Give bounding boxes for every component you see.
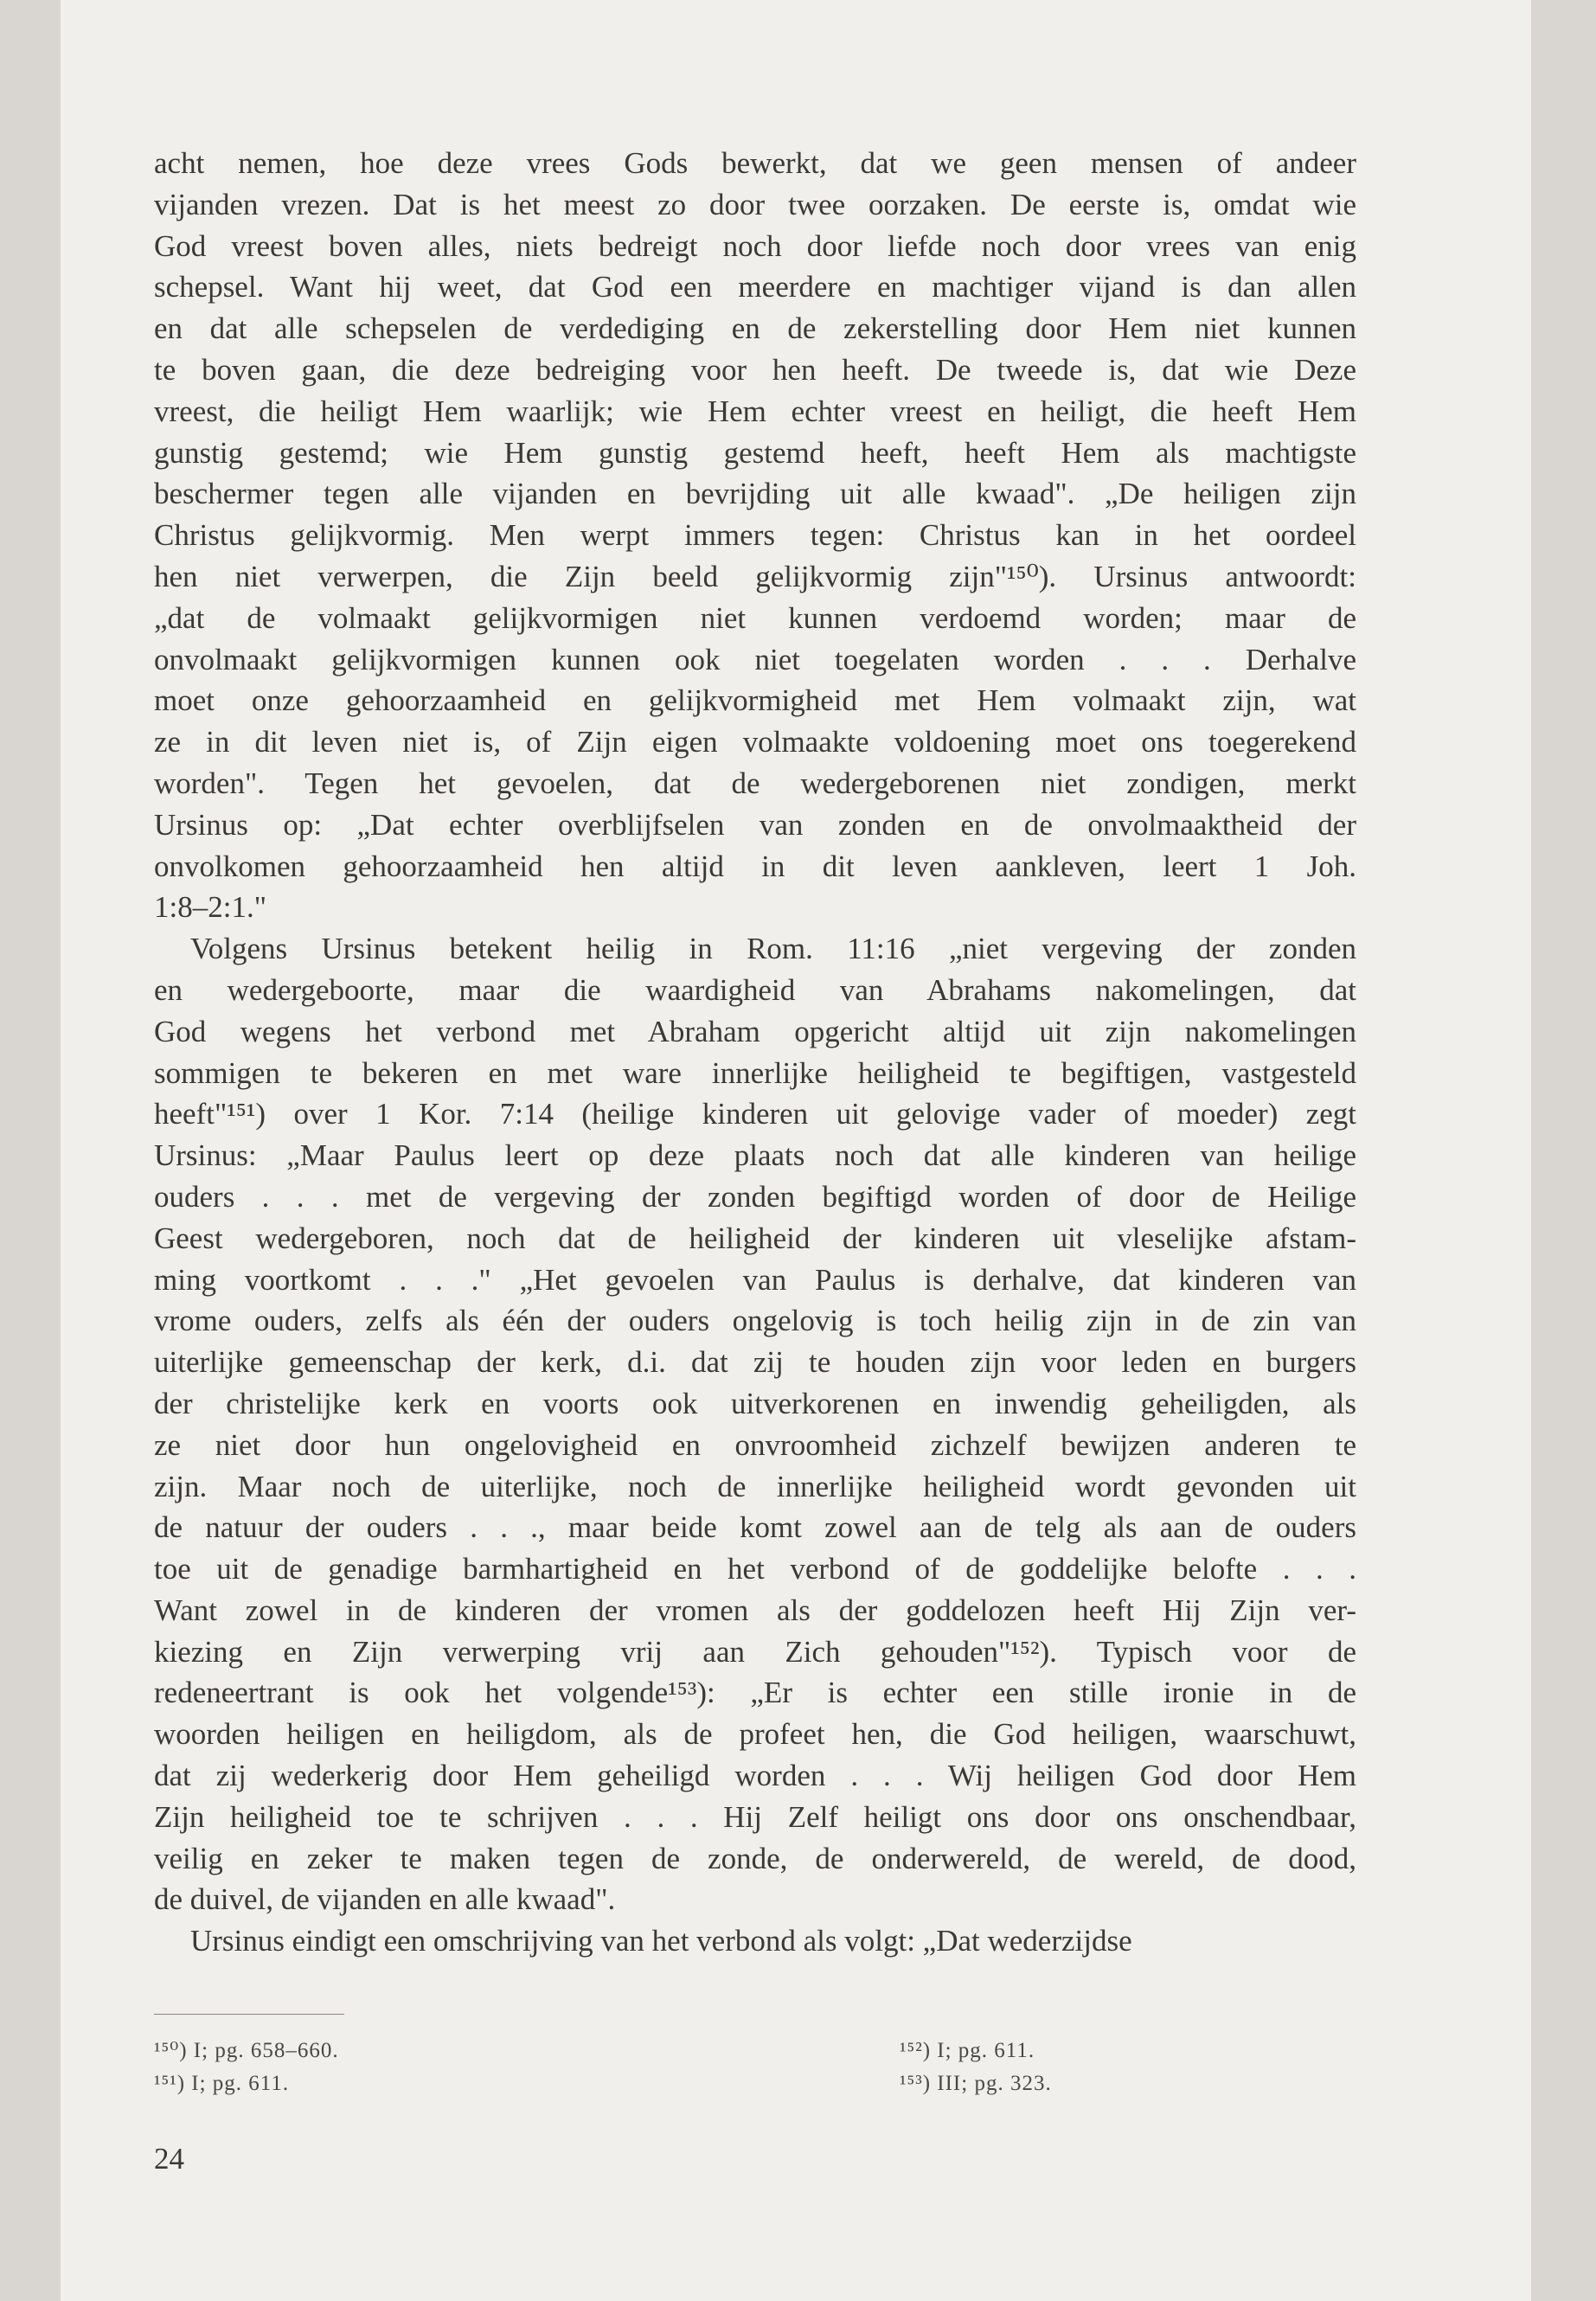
text-line: der christelijke kerk en voorts ook uitverkorenen en inwendig geheiligden, als [154, 1386, 1356, 1420]
footnote-separator [154, 2014, 344, 2015]
text-line: gunstig gestemd; wie Hem gunstig gestemd heeft, heeft Hem als machtigste [154, 435, 1356, 470]
page-number: 24 [154, 2142, 184, 2176]
text-line: en wedergeboorte, maar die waardigheid van Abrahams nakomelingen, dat [154, 972, 1356, 1007]
text-line: Geest wedergeboren, noch dat de heiligheid der kinderen uit vleselijke afstam- [154, 1221, 1356, 1255]
text-line: ouders . . . met de vergeving der zonden begiftigd worden of door de Heilige [154, 1179, 1356, 1214]
text-line: ze niet door hun ongelovigheid en onvroomheid zichzelf bewijzen anderen te [154, 1427, 1356, 1462]
text-line: 1:8–2:1." [154, 890, 266, 925]
footnotes-right [900, 2035, 1052, 2100]
text-line: Zijn heiligheid toe te schrijven . . . Hij Zelf heiligt ons door ons onschendbaar, [154, 1799, 1356, 1834]
text-line: vijanden vrezen. Dat is het meest zo door twee oorzaken. De eerste is, omdat wie [154, 187, 1356, 221]
text-line: kiezing en Zijn verwerping vrij aan Zich gehouden"¹⁵²). Typisch voor de [154, 1634, 1356, 1669]
text-line: Ursinus eindigt een omschrijving van het verbond als volgt: „Dat wederzijdse [190, 1924, 1132, 1958]
text-line: ze in dit leven niet is, of Zijn eigen volmaakte voldoening moet ons toegerekend [154, 725, 1356, 760]
text-line: redeneertrant is ook het volgende¹⁵³): „Er is echter een stille ironie in de [154, 1676, 1356, 1710]
text-line: de natuur der ouders . . ., maar beide komt zowel aan de telg als aan de ouders [154, 1510, 1356, 1545]
text-line: onvolkomen gehoorzaamheid hen altijd in dit leven aankleven, leert 1 Joh. [154, 849, 1356, 883]
text-line: dat zij wederkerig door Hem geheiligd worden . . . Wij heiligen God door Hem [154, 1759, 1356, 1793]
text-line: hen niet verwerpen, die Zijn beeld gelijkvormig zijn"¹⁵⁰). Ursinus antwoordt: [154, 559, 1356, 593]
text-line: woorden heiligen en heiligdom, als de profeet hen, die God heiligen, waarschuwt, [154, 1717, 1356, 1752]
text-line: God vreest boven alles, niets bedreigt noch door liefde noch door vrees van enig [154, 228, 1356, 263]
text-line: uiterlijke gemeenschap der kerk, d.i. dat zij te houden zijn voor leden en burgers [154, 1345, 1356, 1380]
text-line: zijn. Maar noch de uiterlijke, noch de innerlijke heiligheid wordt gevonden uit [154, 1469, 1356, 1503]
text-line: onvolmaakt gelijkvormigen kunnen ook niet toegelaten worden . . . Derhalve [154, 642, 1356, 676]
text-line: heeft"¹⁵¹) over 1 Kor. 7:14 (heilige kinderen uit gelovige vader of moeder) zegt [154, 1097, 1356, 1131]
text-line: toe uit de genadige barmhartigheid en het verbond of de goddelijke belofte . . . [154, 1552, 1356, 1586]
text-line: moet onze gehoorzaamheid en gelijkvormigheid met Hem volmaakt zijn, wat [154, 683, 1356, 718]
text-line: Ursinus op: „Dat echter overblijfselen van zonden en de onvolmaaktheid der [154, 807, 1356, 842]
text-line: worden". Tegen het gevoelen, dat de wedergeborenen niet zondigen, merkt [154, 766, 1356, 800]
text-line: de duivel, de vijanden en alle kwaad". [154, 1882, 616, 1917]
text-line: sommigen te bekeren en met ware innerlijke heiligheid te begiftigen, vastgesteld [154, 1055, 1356, 1090]
text-line: Want zowel in de kinderen der vromen als der goddelozen heeft Hij Zijn ver- [154, 1593, 1356, 1627]
text-line: acht nemen, hoe deze vrees Gods bewerkt, dat we geen mensen of andeer [154, 146, 1356, 180]
text-line: Volgens Ursinus betekent heilig in Rom. 11:16 „niet vergeving der zonden [190, 932, 1356, 966]
text-line: ming voortkomt . . ." „Het gevoelen van Paulus is derhalve, dat kinderen van [154, 1262, 1356, 1297]
text-line: vrome ouders, zelfs als één der ouders ongelovig is toch heilig zijn in de zin van [154, 1304, 1356, 1338]
text-line: „dat de volmaakt gelijkvormigen niet kunnen verdoemd worden; maar de [154, 600, 1356, 635]
footnote-152: ¹⁵²) I; pg. 611. [900, 2039, 1035, 2062]
text-line: God wegens het verbond met Abraham opgericht altijd uit zijn nakomelingen [154, 1014, 1356, 1048]
text-line: veilig en zeker te maken tegen de zonde, de onderwereld, de wereld, de dood, [154, 1841, 1356, 1875]
text-line: en dat alle schepselen de verdediging en de zekerstelling door Hem niet kunnen [154, 311, 1356, 346]
footnote-153: ¹⁵³) III; pg. 323. [900, 2072, 1052, 2095]
text-line: Christus gelijkvormig. Men werpt immers tegen: Christus kan in het oordeel [154, 518, 1356, 553]
text-line: beschermer tegen alle vijanden en bevrijding uit alle kwaad". „De heiligen zijn [154, 477, 1356, 511]
body-text [154, 143, 1356, 1962]
text-line: Ursinus: „Maar Paulus leert op deze plaats noch dat alle kinderen van heilige [154, 1138, 1356, 1173]
footnote-150: ¹⁵⁰) I; pg. 658–660. [154, 2039, 339, 2062]
text-line: schepsel. Want hij weet, dat God een meerdere en machtiger vijand is dan allen [154, 270, 1356, 304]
footnote-151: ¹⁵¹) I; pg. 611. [154, 2072, 290, 2095]
text-line: te boven gaan, die deze bedreiging voor hen heeft. De tweede is, dat wie Deze [154, 352, 1356, 387]
footnotes-left [154, 2035, 339, 2100]
text-line: vreest, die heiligt Hem waarlijk; wie Hem echter vreest en heiligt, die heeft Hem [154, 394, 1356, 428]
